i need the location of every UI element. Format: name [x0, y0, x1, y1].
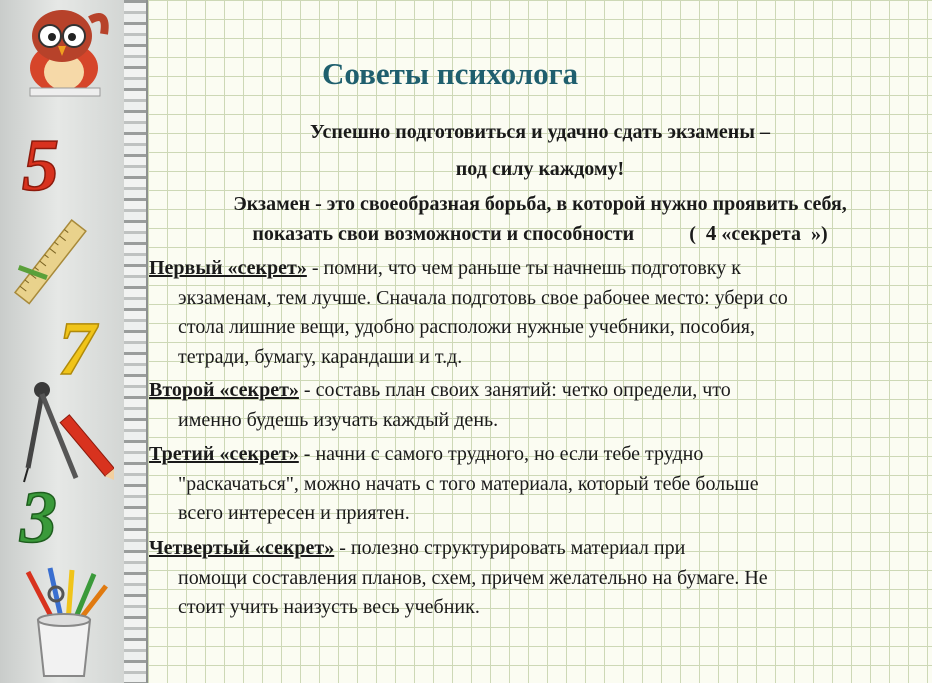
- svg-text:3: 3: [20, 480, 57, 550]
- secrets-count: [689, 223, 827, 245]
- owl-icon: [12, 6, 118, 98]
- paren-close: »): [810, 223, 828, 245]
- tip-3-line-2: "раскачаться", можно начать с того материала, который тебе больше: [178, 472, 759, 495]
- tip-3-line-3: всего интересен и приятен.: [178, 502, 410, 524]
- intro-text-2: показать свои возможности и способности: [252, 223, 635, 245]
- pencil-cup-icon: [14, 566, 114, 680]
- tip-1-first: - помни, что чем раньше ты начнешь подготовку к: [306, 257, 741, 279]
- tip-3-lead: Третий «секрет»: [149, 443, 299, 465]
- compass-icon: [14, 378, 114, 490]
- tip-1-line-3: стола лишние вещи, удобно расположи нужные учебники, пособия,: [178, 316, 755, 338]
- tip-4: [149, 534, 919, 623]
- tip-2-line-2: именно будешь изучать каждый день.: [178, 408, 499, 431]
- intro-paragraph: [150, 190, 930, 249]
- subtitle-line-1: Успешно подготовиться и удачно сдать экзамены –: [310, 121, 770, 143]
- tip-1: [149, 254, 919, 372]
- tip-1-lead: Первый «секрет»: [149, 257, 307, 279]
- svg-text:7: 7: [58, 310, 96, 382]
- svg-text:5: 5: [22, 130, 59, 196]
- ruler-icon: [8, 212, 92, 316]
- tip-3-first: - начни с самого трудного, но если тебе трудно: [298, 443, 704, 465]
- notebook-spiral: [124, 0, 148, 683]
- tip-4-lead: Четвертый «секрет»: [149, 537, 335, 559]
- tip-2: [149, 376, 919, 435]
- secrets-word: «секрета: [721, 223, 801, 245]
- digit-seven-icon: [54, 310, 110, 382]
- page-title: Советы психолога: [322, 56, 579, 91]
- paren-open: (: [689, 223, 696, 245]
- tip-3: [149, 440, 919, 529]
- digit-three-icon: [16, 480, 74, 550]
- tip-4-line-3: стоит учить наизусть весь учебник.: [178, 596, 480, 618]
- digit-five-icon: [18, 130, 78, 196]
- intro-text-1: Экзамен - это своеобразная борьба, в которой нужно проявить себя,: [233, 193, 847, 215]
- tip-4-line-2: помощи составления планов, схем, причем желательно на бумаге. Не: [178, 566, 768, 589]
- tip-4-first: - полезно структурировать материал при: [334, 537, 686, 559]
- tip-2-first: - составь план своих занятий: четко определи, что: [298, 379, 731, 401]
- tip-1-line-2: экзаменам, тем лучше. Сначала подготовь свое рабочее место: убери со: [178, 286, 788, 309]
- tip-2-lead: Второй «секрет»: [149, 379, 299, 401]
- subtitle-line-2: под силу каждому!: [455, 158, 625, 180]
- tip-1-line-4: тетради, бумагу, карандаши и т.д.: [178, 345, 463, 368]
- secrets-number: 4: [705, 221, 717, 245]
